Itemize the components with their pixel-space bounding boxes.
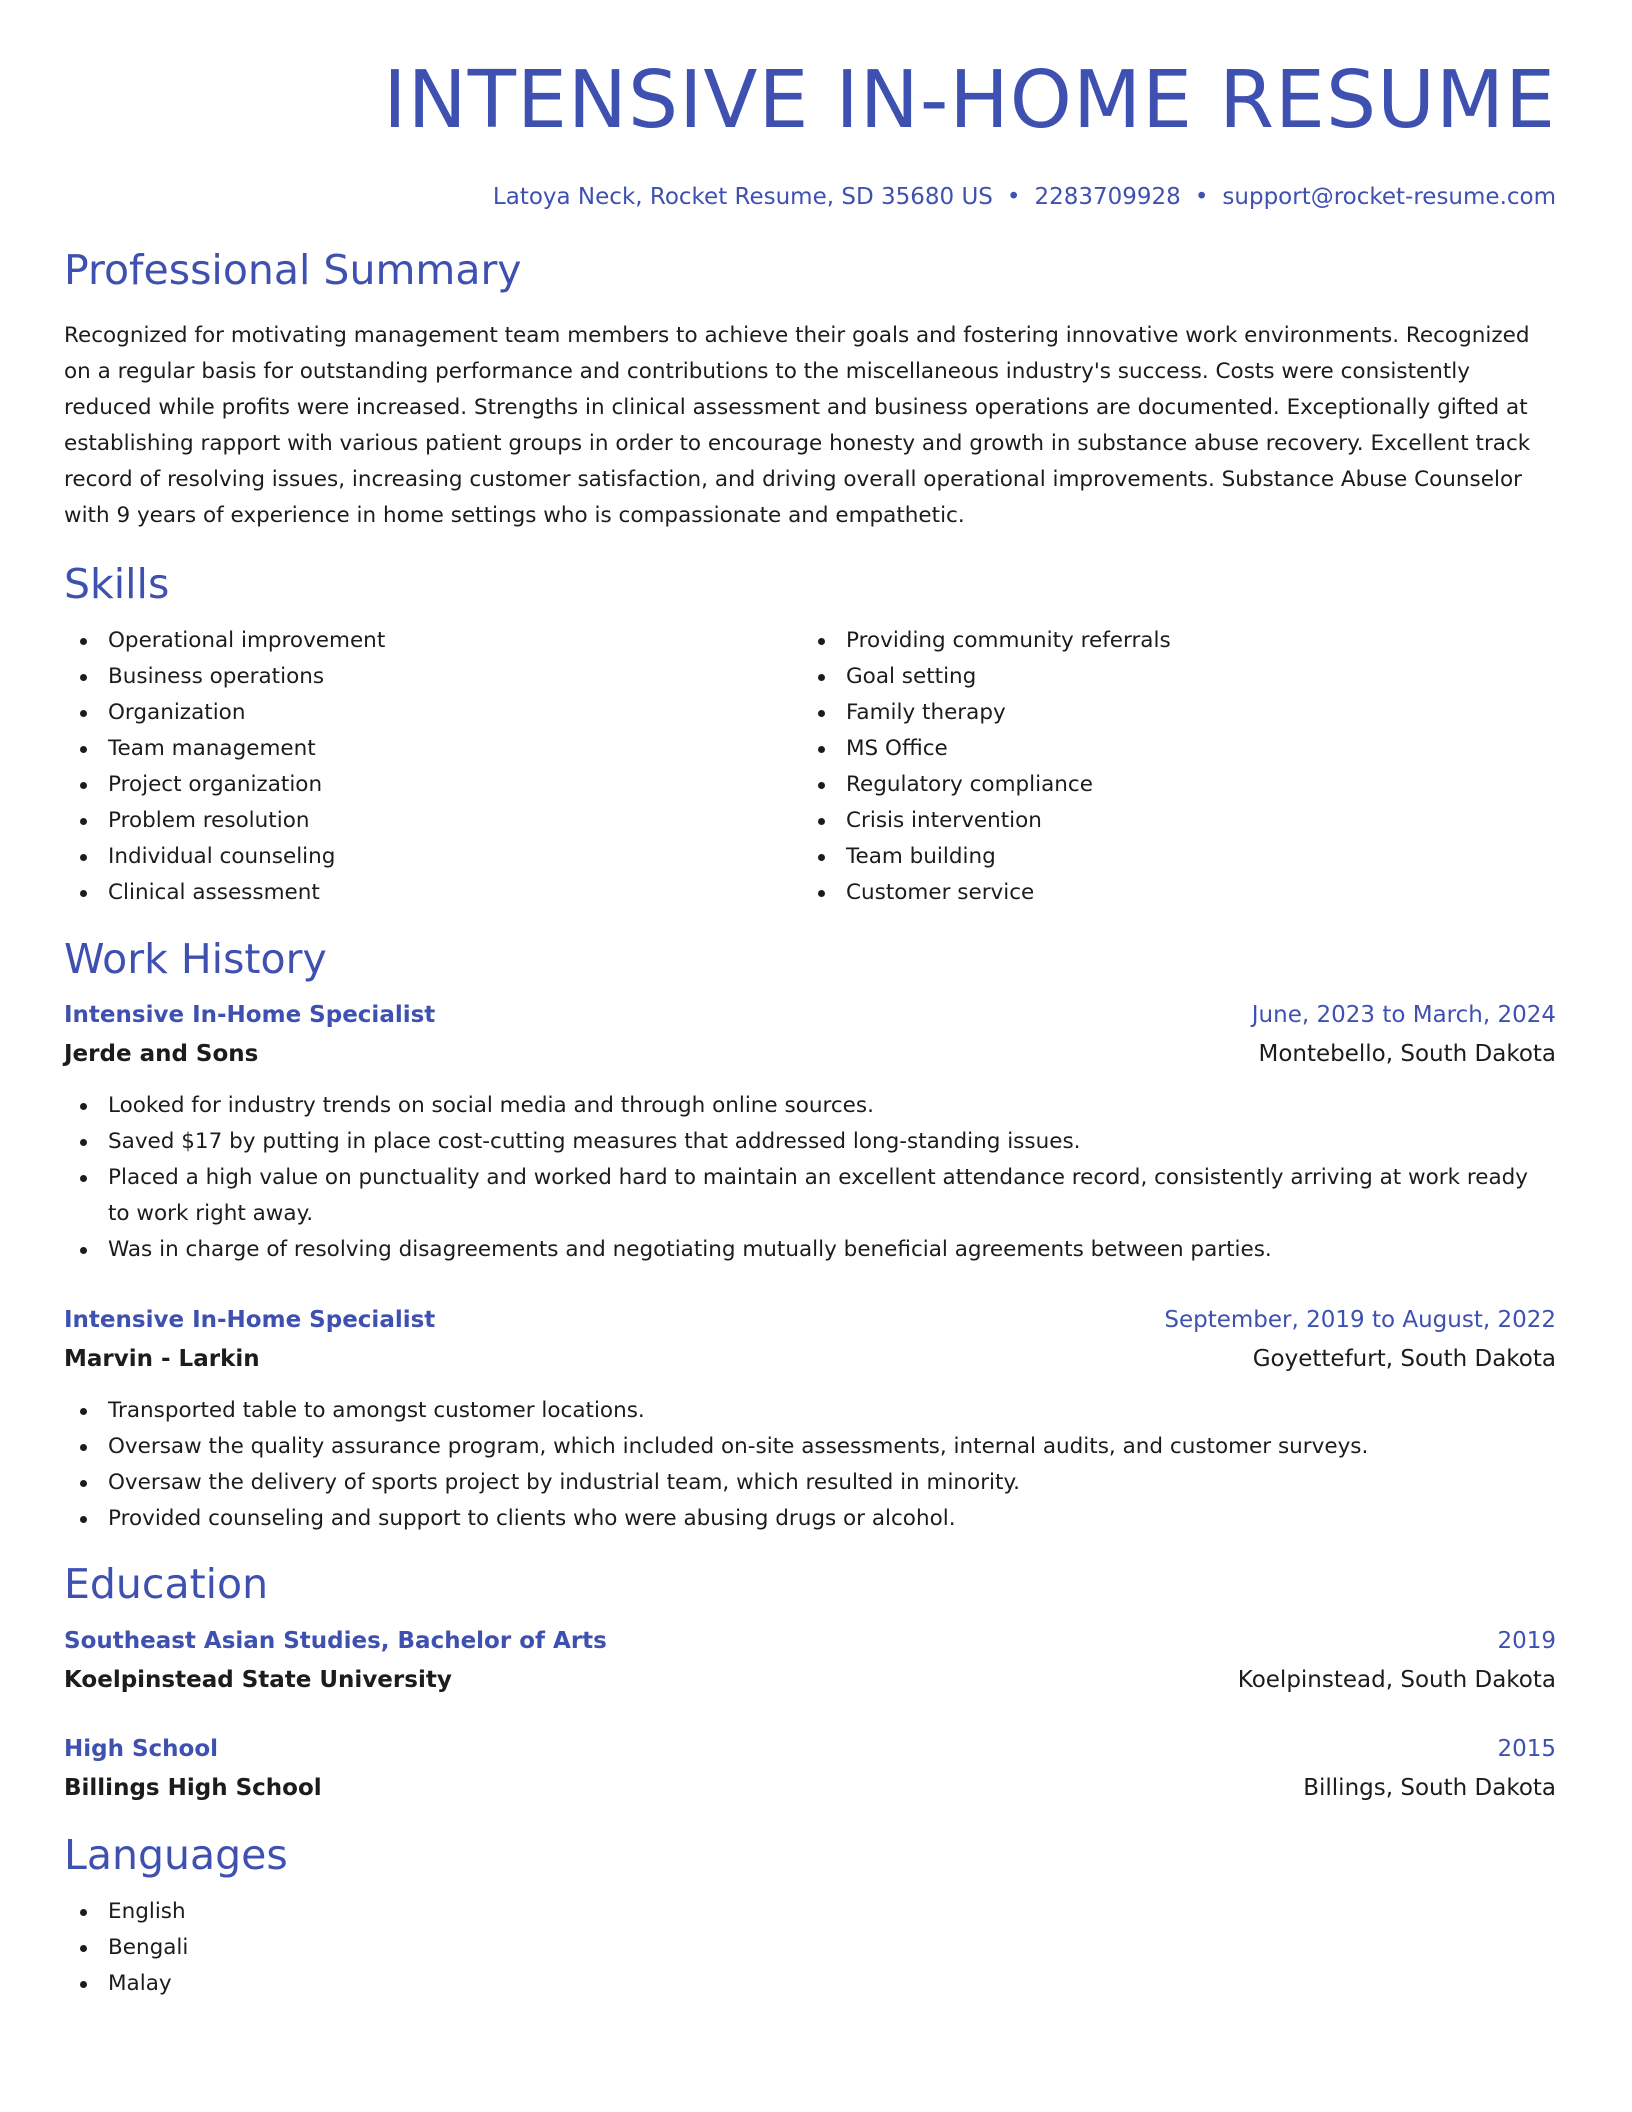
job-bullets <box>64 1088 1556 1268</box>
skill-item: Business operations <box>64 659 802 695</box>
job-bullet: Was in charge of resolving disagreements and negotiating mutually beneficial agreements between parties. <box>64 1232 1556 1268</box>
skill-item: Problem resolution <box>64 803 802 839</box>
contact-phone: 2283709928 <box>1034 184 1181 210</box>
contact-separator: • <box>1006 184 1021 210</box>
job-title: Intensive In-Home Specialist <box>64 1307 436 1333</box>
job-bullet: Looked for industry trends on social media and through online sources. <box>64 1088 1556 1124</box>
skill-item: Family therapy <box>802 695 1540 731</box>
education-heading: Education <box>64 1560 269 1608</box>
skill-item: Operational improvement <box>64 623 802 659</box>
work-entry <box>64 1301 1556 1537</box>
skill-item: Team management <box>64 731 802 767</box>
skills-list <box>64 623 1556 911</box>
work-history-heading: Work History <box>64 935 327 983</box>
contact-email[interactable]: support@rocket-resume.com <box>1222 184 1556 210</box>
school-location: Koelpinstead, South Dakota <box>1237 1667 1556 1693</box>
job-location: Montebello, South Dakota <box>1258 1041 1556 1067</box>
education-entry-subheader <box>64 1769 1556 1808</box>
skills-column-right <box>802 623 1540 911</box>
languages-list <box>64 1894 1556 2002</box>
job-company: Jerde and Sons <box>64 1041 259 1067</box>
skills-column-left <box>64 623 802 911</box>
work-entry-header <box>64 996 1556 1035</box>
degree: Southeast Asian Studies, Bachelor of Arts <box>64 1628 607 1654</box>
skill-item: Customer service <box>802 875 1540 911</box>
resume-page <box>64 0 1556 2002</box>
job-company: Marvin - Larkin <box>64 1346 260 1372</box>
education-entry-subheader <box>64 1661 1556 1700</box>
job-location: Goyettefurt, South Dakota <box>1252 1346 1556 1372</box>
skill-item: Goal setting <box>802 659 1540 695</box>
skill-item: Individual counseling <box>64 839 802 875</box>
degree: High School <box>64 1736 219 1762</box>
resume-title: INTENSIVE IN-HOME RESUME <box>383 54 1556 146</box>
contact-address: Latoya Neck, Rocket Resume, SD 35680 US <box>492 184 993 210</box>
language-item: Malay <box>64 1966 1556 2002</box>
skills-heading: Skills <box>64 560 170 608</box>
job-dates: June, 2023 to March, 2024 <box>1251 1002 1556 1028</box>
job-bullet: Transported table to amongst customer locations. <box>64 1393 1556 1429</box>
job-bullet: Oversaw the delivery of sports project by industrial team, which resulted in minority. <box>64 1465 1556 1501</box>
skill-item: Providing community referrals <box>802 623 1540 659</box>
contact-separator: • <box>1194 184 1209 210</box>
skill-item: Crisis intervention <box>802 803 1540 839</box>
contact-line <box>64 182 1556 212</box>
job-bullet: Provided counseling and support to clients who were abusing drugs or alcohol. <box>64 1501 1556 1537</box>
language-item: English <box>64 1894 1556 1930</box>
school-location: Billings, South Dakota <box>1303 1775 1556 1801</box>
work-entry-subheader <box>64 1035 1556 1074</box>
job-bullet: Saved $17 by putting in place cost-cutting measures that addressed long-standing issues. <box>64 1124 1556 1160</box>
education-entry-header <box>64 1730 1556 1769</box>
language-item: Bengali <box>64 1930 1556 1966</box>
skill-item: Organization <box>64 695 802 731</box>
summary-text: Recognized for motivating management team members to achieve their goals and fostering innovative work environments. Recognized on a regular basis for outstanding performance and contributions to the miscellaneous industry's success. Costs were consistently reduced while profits were increased. Strengths in clinical assessment and business operations are documented. Exceptionally gifted at establishing rapport with various patient groups in order to encourage honesty and growth in substance abuse recovery. Excellent track record of resolving issues, increasing customer satisfaction, and driving overall operational improvements. Substance Abuse Counselor with 9 years of experience in home settings who is compassionate and empathetic. <box>64 323 1531 528</box>
school-name: Billings High School <box>64 1775 322 1801</box>
job-dates: September, 2019 to August, 2022 <box>1164 1307 1556 1333</box>
graduation-year: 2019 <box>1497 1628 1556 1654</box>
education-entry <box>64 1622 1556 1700</box>
skill-item: Team building <box>802 839 1540 875</box>
languages-heading: Languages <box>64 1831 288 1879</box>
school-name: Koelpinstead State University <box>64 1667 452 1693</box>
work-entry-subheader <box>64 1340 1556 1379</box>
work-entry <box>64 996 1556 1268</box>
skill-item: Project organization <box>64 767 802 803</box>
job-title: Intensive In-Home Specialist <box>64 1002 436 1028</box>
summary-heading: Professional Summary <box>64 246 522 294</box>
education-entry <box>64 1730 1556 1808</box>
skill-item: Regulatory compliance <box>802 767 1540 803</box>
skill-item: MS Office <box>802 731 1540 767</box>
work-entry-header <box>64 1301 1556 1340</box>
skill-item: Clinical assessment <box>64 875 802 911</box>
graduation-year: 2015 <box>1497 1736 1556 1762</box>
education-entry-header <box>64 1622 1556 1661</box>
job-bullets <box>64 1393 1556 1537</box>
job-bullet: Oversaw the quality assurance program, which included on-site assessments, internal audits, and customer surveys. <box>64 1429 1556 1465</box>
job-bullet: Placed a high value on punctuality and worked hard to maintain an excellent attendance record, consistently arriving at work ready to work right away. <box>64 1160 1556 1232</box>
